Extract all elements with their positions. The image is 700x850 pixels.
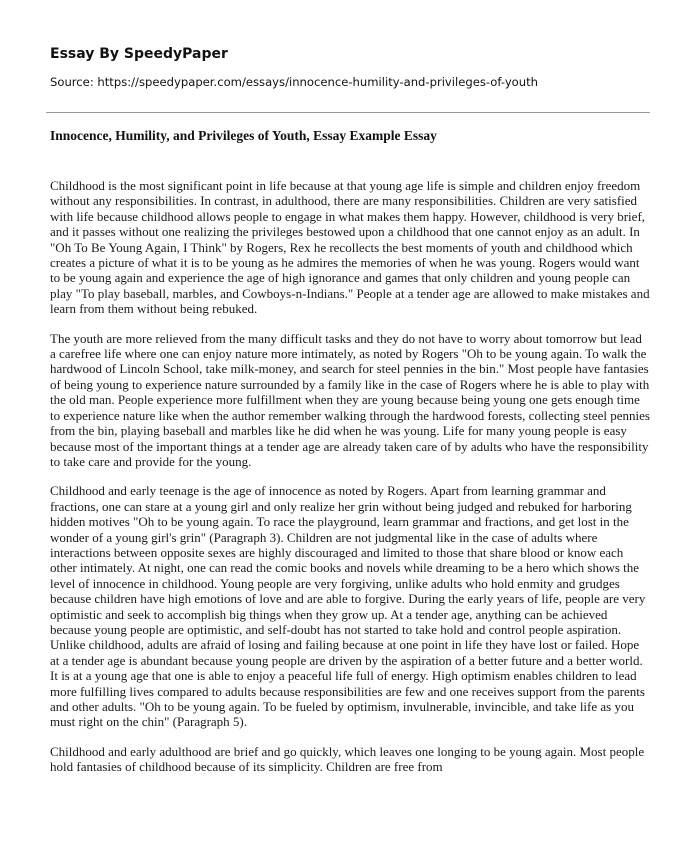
- brand-title: Essay By SpeedyPaper: [50, 46, 228, 62]
- essay-body: [50, 178, 650, 775]
- paragraph: Childhood is the most significant point in life because at that young age life is simple and children enjoy freedom without any responsibilities. In contrast, in adulthood, there are many responsibilities. Children are very satisfied with life because childhood allows people to engage in what makes them happy. However, childhood is very brief, and it passes without one realizing the privileges bestowed upon a childhood that one cannot enjoy as an adult. In "Oh To Be Young Again, I Think" by Rogers, Rex he recollects the best moments of youth and childhood which creates a picture of what it is to be young as he admires the memories of when he was young. Rogers would want to be young again and experience the age of high ignorance and games that only children and young people can play "To play baseball, marbles, and Cowboys-n-Indians." People at a tender age are allowed to make mistakes and learn from them without being rebuked.: [50, 178, 650, 317]
- source-line: Source: https://speedypaper.com/essays/innocence-humility-and-privileges-of-youth: [50, 75, 539, 89]
- paragraph: Childhood and early teenage is the age of innocence as noted by Rogers. Apart from learning grammar and fractions, one can stare at a young girl and only realize her grin without being judged and rebuked for harboring hidden motives "Oh to be young again. To race the playground, learn grammar and fractions, and get lost in the wonder of a young girl's grin" (Paragraph 3). Children are not judgmental like in the case of adults where interactions between opposite sexes are highly discouraged and limited to those that share blood or know each other intimately. At night, one can read the comic books and novels while dreaming to be a hero which shows the level of innocence in childhood. Young people are very forgiving, unlike adults who hold enmity and grudges because children have high emotions of love and are able to forgive. During the early years of life, people are very optimistic and seek to accomplish big things when they grow up. At a tender age, anything can be achieved because young people are optimistic, and self-doubt has not started to take hold and control people aspiration. Unlike childhood, adults are afraid of losing and failing because at one point in life they have lost or failed. Hope at a tender age is abundant because young people are driven by the aspiration of a better future and a better world. It is at a young age that one is able to enjoy a peaceful life full of energy. High optimism enables children to lead more fulfilling lives compared to adults because responsibilities are few and one receives support from the parents and other adults. "Oh to be young again. To be fueled by optimism, invulnerable, invincible, and take life as you must right on the chin" (Paragraph 5).: [50, 483, 646, 730]
- paragraph: The youth are more relieved from the many difficult tasks and they do not have to worry about tomorrow but lead a carefree life where one can enjoy nature more intimately, as noted by Rogers "Oh to be young again. To walk the hardwood of Lincoln School, take milk-money, and search for steel pennies in the bin." Most people have fantasies of being young to experience nature surrounded by a family like in the case of Rogers where he is able to play with the old man. People experience more fulfillment when they are young because being young one gets enough time to experience nature like when the author remember walking through the hardwood forests, collecting steel pennies from the bin, playing baseball and marbles like he did when he was young. Life for many young people is easy because most of the important things at a tender age are already taken care of by adults who have the responsibility to take care and provide for the young.: [50, 330, 650, 469]
- header-divider: [46, 112, 650, 113]
- paragraph: Childhood and early adulthood are brief and go quickly, which leaves one longing to be young again. Most people hold fantasies of childhood because of its simplicity. Children are free from: [50, 743, 645, 775]
- essay-title: Innocence, Humility, and Privileges of Youth, Essay Example Essay: [50, 128, 437, 143]
